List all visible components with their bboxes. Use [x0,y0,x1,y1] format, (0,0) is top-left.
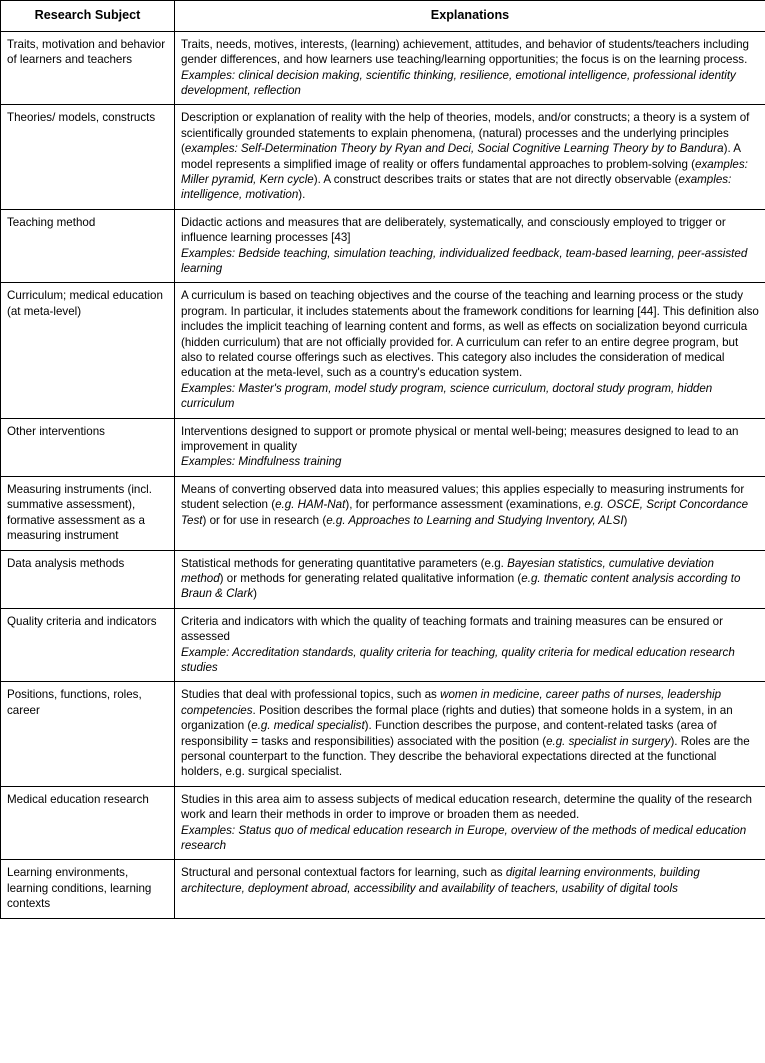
examples-text: Mindfulness training [238,455,342,469]
cell-subject: Learning environments, learning conditions, learning contexts [1,860,175,918]
explanation-examples [181,68,759,99]
text-segment-italic: examples: Self-Determination Theory by Ryan and Deci, Social Cognitive Learning Theory by to Bandura [184,142,724,156]
cell-explanation [175,31,765,105]
table-row [1,608,765,682]
text-segment: Structural and personal contextual factors for learning, such as [181,866,506,880]
text-segment-italic: women in medicine, career paths of nurses, leadership competencies [181,688,722,717]
cell-explanation [175,682,765,786]
examples-label: Examples: [181,455,236,469]
text-segment: ) [623,513,628,527]
explanation-examples [181,381,759,412]
explanation-examples [181,823,759,854]
text-segment: Description or explanation of reality with the help of theories, models, and/or constructs; a theory is a system of scientifically grounded statements to explain phenomena, (natural) processes and the underlying principles ( [181,111,750,156]
examples-label: Examples: [181,823,236,837]
cell-explanation [175,418,765,476]
examples-label: Examples: [181,246,236,260]
text-segment: . Position describes the formal place (rights and duties) that someone holds in a system, in an organization ( [181,703,733,733]
examples-label: Examples: [181,68,236,82]
text-segment: Statistical methods for generating quantitative parameters (e.g. [181,556,508,570]
table-header-row [1,1,765,32]
table-row [1,682,765,786]
cell-explanation [175,860,765,918]
cell-explanation [175,283,765,418]
cell-explanation [175,550,765,608]
examples-label: Example: [181,645,230,659]
explanation-examples [181,645,759,676]
text-segment-italic: e.g. specialist in surgery [546,734,671,748]
table-row [1,209,765,283]
text-segment: ). A model represents a simplified image of reality or offers fundamental approaches to problem-solving ( [181,142,741,171]
explanation-body [181,482,759,528]
text-segment: Means of converting observed data into measured values; this applies especially to measuring instruments for student selection ( [181,482,745,512]
table-row [1,550,765,608]
cell-subject: Data analysis methods [1,550,175,608]
cell-subject: Traits, motivation and behavior of learners and teachers [1,31,175,105]
table-row [1,283,765,418]
text-segment: ) or methods for generating related qualitative information ( [219,571,522,585]
text-segment-italic: digital learning environments, building architecture, deployment abroad, accessibility and availability of teachers, usability of digital tools [181,866,700,895]
cell-subject: Quality criteria and indicators [1,608,175,682]
text-segment-italic: e.g. Approaches to Learning and Studying Inventory, ALSI [326,513,624,527]
column-header-explanations: Explanations [175,1,765,32]
text-segment-italic: examples: intelligence, motivation [181,172,732,202]
cell-subject: Medical education research [1,786,175,860]
cell-subject: Theories/ models, constructs [1,105,175,209]
examples-text: Master's program, model study program, science curriculum, doctoral study program, hidden curriculum [181,381,713,411]
table-row [1,476,765,550]
table-row [1,418,765,476]
text-segment: ), for performance assessment (examinations, [345,498,585,512]
cell-explanation [175,476,765,550]
text-segment: Studies that deal with professional topics, such as [181,688,441,702]
table-body [1,31,765,918]
explanation-examples [181,454,759,469]
text-segment-italic: e.g. HAM-Nat [275,498,346,512]
cell-subject: Other interventions [1,418,175,476]
explanation-body: Interventions designed to support or promote physical or mental well-being; measures designed to lead to an improvement in quality [181,424,739,454]
text-segment: ). Function describes the purpose, and content-related tasks (area of responsibility = tasks and responsibilities) associated with the position ( [181,719,717,748]
cell-explanation [175,786,765,860]
explanation-examples [181,246,759,277]
table-row [1,860,765,918]
text-segment: ). [298,188,306,202]
text-segment: ) [253,587,258,601]
explanation-body [181,556,759,602]
examples-label: Examples: [181,381,236,395]
cell-subject: Measuring instruments (incl. summative assessment), formative assessment as a measuring instrument [1,476,175,550]
cell-explanation [175,209,765,283]
table-header [1,1,765,32]
table-row [1,31,765,105]
cell-subject: Positions, functions, roles, career [1,682,175,786]
cell-explanation [175,608,765,682]
text-segment-italic: e.g. OSCE, Script Concordance Test [181,498,749,527]
text-segment: ). Roles are the personal counterpart to the function. They describe the behavioral expectations directed at the functional holders, e.g. surgical specialist. [181,734,750,779]
examples-text: Bedside teaching, simulation teaching, individualized feedback, team-based learning, peer-assisted learning [181,246,748,276]
text-segment-italic: examples: Miller pyramid, Kern cycle [181,157,748,186]
explanation-body: Criteria and indicators with which the quality of teaching formats and training measures can be ensured or assessed [181,614,723,644]
text-segment: ). A construct describes traits or states that are not directly observable ( [313,172,679,186]
text-segment-italic: e.g. thematic content analysis according to Braun & Clark [181,571,741,601]
explanation-body: Didactic actions and measures that are deliberately, systematically, and consciously employed to trigger or influence learning processes [43] [181,215,726,245]
table-row [1,105,765,209]
explanation-body: A curriculum is based on teaching objectives and the course of the teaching and learning process or the study program. In particular, it includes statements about the framework conditions for learning [44]. This definition also includes the implicit teaching of learning content and forms, as well as effects on socialization beyond curricula (hidden curriculum) that are not officially provided for. A curriculum can refer to an entire degree program, but also to related course offerings such as electives. This category also includes the consideration of medical education at the meta-level, such as a country's education system. [181,289,759,380]
column-header-research-subject: Research Subject [1,1,175,32]
explanation-body [181,865,759,896]
explanation-body: Studies in this area aim to assess subjects of medical education research, determine the quality of the research work and learn their methods in order to improve or broaden them as needed. [181,792,752,822]
examples-text: clinical decision making, scientific thinking, resilience, emotional intelligence, professional identity development, reflection [181,68,736,97]
explanation-body [181,110,759,202]
text-segment: ) or for use in research ( [202,513,327,527]
table-row [1,786,765,860]
text-segment-italic: Bayesian statistics, cumulative deviation method [181,556,714,585]
explanation-body [181,687,759,779]
examples-text: Accreditation standards, quality criteria for teaching, quality criteria for medical education research studies [181,645,735,674]
text-segment-italic: e.g. medical specialist [251,719,365,733]
cell-subject: Teaching method [1,209,175,283]
explanation-body: Traits, needs, motives, interests, (learning) achievement, attitudes, and behavior of students/teachers including gender differences, and how learners use teaching/learning opportunities; the focus is on the learning process. [181,37,749,67]
cell-subject: Curriculum; medical education (at meta-level) [1,283,175,418]
cell-explanation [175,105,765,209]
examples-text: Status quo of medical education research in Europe, overview of the methods of medical education research [181,823,747,853]
